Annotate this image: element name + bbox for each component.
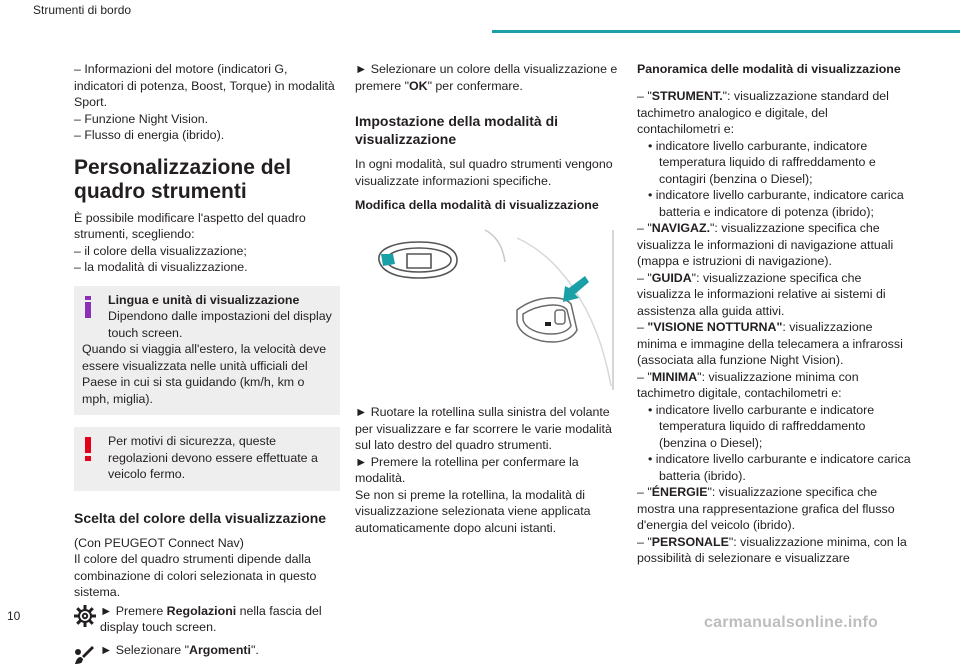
- dash: – ": [637, 534, 652, 549]
- mode-name: PERSONALE: [651, 534, 729, 549]
- step-settings: [74, 603, 340, 636]
- steering-wheel-illustration: [367, 226, 615, 390]
- intro-item: – Flusso di energia (ibrido).: [74, 128, 225, 142]
- mode-name: GUIDA: [651, 270, 692, 285]
- palette-icon: [74, 644, 96, 666]
- mode-desc: ": visualizzazione specifica che mostra una rappresentazione grafica del flusso d'energia del veicolo (ibrido).: [637, 485, 895, 532]
- gear-icon: [74, 605, 96, 627]
- step-bold: Regolazioni: [166, 603, 237, 618]
- mode-desc: ": visualizzazione specifica che visualizza le informazioni relative ai sistemi di assistenza alla guida attivi.: [637, 270, 886, 318]
- mode-minima: [637, 369, 911, 402]
- warning-text: Per motivi di sicurezza, queste regolazioni devono essere effettuate a veicolo fermo.: [108, 434, 318, 481]
- modify-mode-heading: Modifica della modalità di visualizzazione: [355, 198, 599, 212]
- mode-desc: : visualizzazione minima e immagine della telecamera a infrarossi (associata alla funzione Night Vision).: [637, 320, 903, 367]
- ok-label: OK: [408, 78, 428, 93]
- step-bold: Argomenti: [189, 642, 251, 657]
- dash: – ": [637, 369, 652, 384]
- color-line: Il colore del quadro strumenti dipende dalla combinazione di colori selezionata in questo sistema.: [74, 552, 317, 599]
- mode-paragraph: In ogni modalità, sul quadro strumenti vengono visualizzate informazioni specifiche.: [355, 157, 613, 188]
- instruction-line: Se non si preme la rotellina, la modalità di visualizzazione selezionata viene applicata automaticamente dopo alcuni istanti.: [355, 487, 591, 535]
- info-box-title: Lingua e unità di visualizzazione: [108, 292, 300, 307]
- step-text: ► Premere: [100, 603, 167, 618]
- warning-box: [74, 427, 340, 491]
- header-accent-bar: [492, 30, 960, 33]
- overview-heading: Panoramica delle modalità di visualizzazione: [637, 62, 901, 76]
- color-line: (Con PEUGEOT Connect Nav): [74, 535, 244, 550]
- mode-name: MINIMA: [651, 369, 698, 384]
- step-text: ► Selezionare un colore della visualizzazione e premere ": [355, 62, 618, 93]
- dash: – ": [637, 485, 652, 499]
- watermark: carmanualsonline.info: [704, 614, 879, 631]
- column-2: [355, 61, 619, 536]
- mode-energie: [637, 484, 911, 534]
- section-title: Strumenti di bordo: [33, 3, 132, 17]
- mode-heading: Impostazione della modalità di visualizzazione: [355, 113, 559, 147]
- step-themes: [74, 642, 340, 659]
- info-icon: [84, 296, 92, 323]
- mode-navigaz: [637, 220, 911, 270]
- warning-icon: [84, 437, 92, 466]
- dash: –: [637, 320, 648, 334]
- instruction-line: ► Ruotare la rotellina sulla sinistra del volante per visualizzare e far scorrere le varie modalità sul lato destro del quadro strumenti.: [355, 405, 612, 452]
- mode-strument: [637, 88, 911, 138]
- column-3: [637, 61, 911, 567]
- mode-desc: ": visualizzazione specifica che visualizza le informazioni di navigazione attuali (mappa e istruzioni di navigazione).: [637, 221, 894, 268]
- dash: – ": [637, 221, 652, 235]
- step-text: nella fascia del display touch screen.: [100, 603, 322, 634]
- mode-desc: ": visualizzazione standard del tachimetro analogico e digitale, del contachilometri e:: [637, 89, 889, 136]
- bullet-item: • indicatore livello carburante, indicatore carica batteria e indicatore di potenza (ibrido);: [648, 188, 904, 219]
- dash: – ": [637, 270, 652, 285]
- customization-item: – il colore della visualizzazione;: [74, 243, 247, 258]
- mode-personale: [637, 534, 911, 567]
- intro-item: – Funzione Night Vision.: [74, 111, 209, 126]
- dash: – ": [637, 89, 652, 103]
- bullet-item: • indicatore livello carburante e indicatore temperatura liquido di raffreddamento (benzina o Diesel);: [648, 402, 875, 450]
- info-box: [74, 286, 340, 416]
- instruction-line: ► Premere la rotellina per confermare la modalità.: [355, 454, 579, 485]
- page-number: 10: [7, 609, 21, 623]
- mode-name: NAVIGAZ.: [651, 221, 711, 235]
- info-box-line: Dipendono dalle impostazioni del display touch screen.: [108, 309, 332, 340]
- bullet-item: • indicatore livello carburante e indicatore carica batteria (ibrido).: [648, 452, 911, 483]
- section-heading: Personalizzazione del quadro strumenti: [74, 155, 292, 203]
- mode-desc: ": visualizzazione minima con tachimetro digitale, contachilometri e:: [637, 369, 859, 400]
- intro-item: – Informazioni del motore (indicatori G, indicatori di potenza, Boost, Torque) in modalità Sport.: [74, 62, 335, 109]
- step-select-color: [355, 61, 619, 94]
- mode-name: ÉNERGIE: [651, 485, 708, 499]
- column-1: [74, 61, 340, 658]
- mode-desc: ": visualizzazione minima, con la possibilità di selezionare e visualizzare: [637, 534, 907, 565]
- color-heading: Scelta del colore della visualizzazione: [74, 509, 327, 526]
- customization-intro: È possibile modificare l'aspetto del quadro strumenti, scegliendo:: [74, 210, 306, 241]
- mode-guida: [637, 270, 911, 320]
- step-text: " per confermare.: [427, 78, 523, 93]
- customization-item: – la modalità di visualizzazione.: [74, 260, 248, 274]
- bullet-item: • indicatore livello carburante, indicatore temperatura liquido di raffreddamento e contagiri (benzina o Diesel);: [648, 138, 876, 186]
- mode-name: "VISIONE NOTTURNA": [647, 320, 783, 334]
- step-text: ".: [250, 642, 259, 657]
- mode-visione-notturna: [637, 319, 911, 369]
- mode-name: STRUMENT.: [651, 89, 723, 103]
- step-text: ► Selezionare ": [100, 642, 189, 657]
- info-box-text: Quando si viaggia all'estero, la velocità deve essere visualizzata nelle unità ufficiali del Paese in cui si sta guidando (km/h, km o mph, miglia).: [82, 342, 327, 406]
